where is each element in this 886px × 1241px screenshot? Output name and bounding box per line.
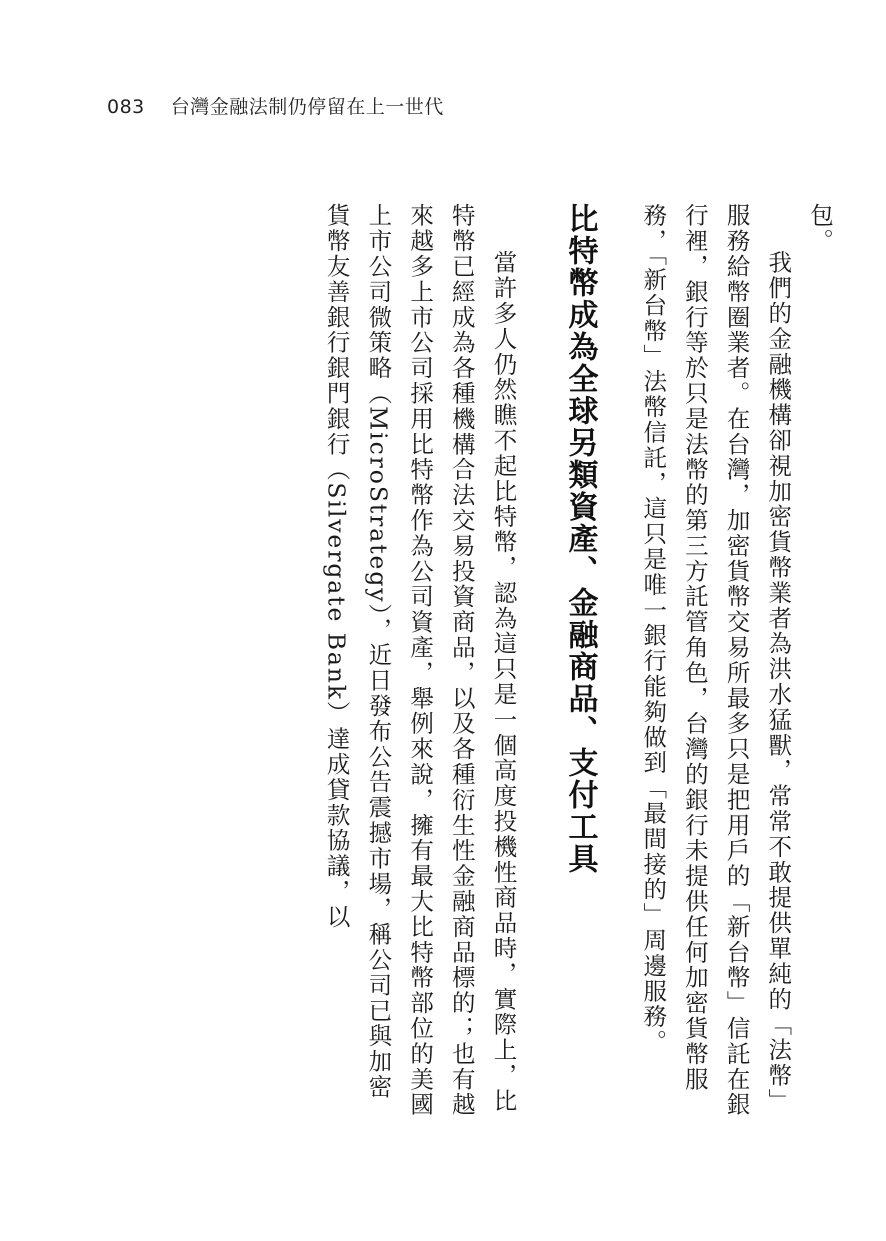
- section-heading: 比特幣成為全球另類資產、金融商品、支付工具: [562, 203, 598, 875]
- page-number: 083: [107, 96, 145, 118]
- paragraph-financial-institutions: 我們的金融機構卻視加密貨幣業者為洪水猛獸，常常不敢提供單純的「法幣」服務給幣圈業者。在台灣，加密貨幣交易所最多只是把用戶的「新台幣」信託在銀行裡，銀行等於只是法幣的第三方託管角色，台灣的銀行未提供任何加密貨幣服務，「新台幣」法幣信託，這只是唯一銀行能夠做到「最間接的」周邊服務。: [639, 203, 793, 1118]
- paragraph-bitcoin-assets: 當許多人仍然瞧不起比特幣，認為這只是一個高度投機性商品時，實際上，比特幣已經成為各種機構合法交易投資商品，以及各種衍生性金融商品標的；也有越來越多上市公司採用比特幣作為公司資產，舉例來說，擁有最大比特幣部位的美國上市公司微策略（MicroStrategy），近日發布公告震撼市場，稱公司已與加密貨幣友善銀行銀門銀行（Silvergate Bank）達成貸款協議，以: [322, 203, 518, 1118]
- chapter-title: 台灣金融法制仍停留在上一世代: [170, 96, 444, 118]
- running-header: [107, 92, 444, 120]
- continued-paragraph: 包。: [806, 203, 834, 254]
- vertical-body-text: [120, 203, 840, 1123]
